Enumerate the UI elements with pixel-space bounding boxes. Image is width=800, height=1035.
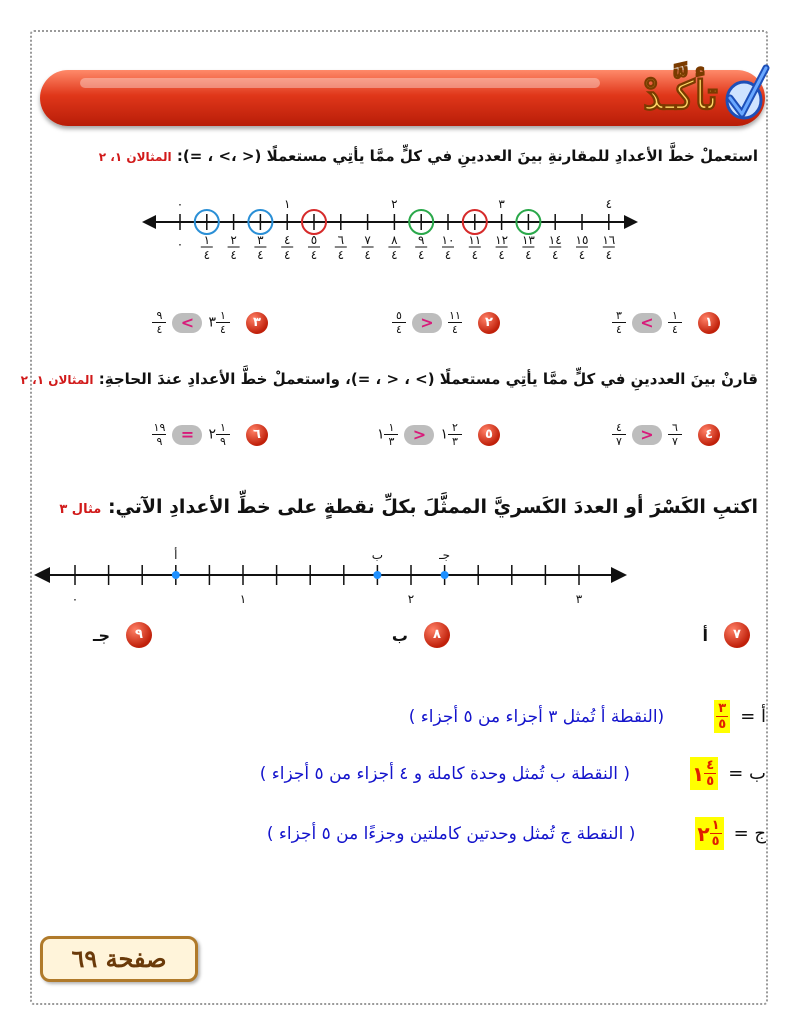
point-label: ب <box>371 548 384 562</box>
left-expression <box>208 310 230 335</box>
page-number-box <box>40 936 198 982</box>
tick-label-numerator: ١٥ <box>575 233 589 247</box>
answer-value-highlight: ٢ ١ ٥ <box>695 817 723 850</box>
tick-label-denominator: ٤ <box>551 248 559 262</box>
whole-number: ١ <box>440 426 448 443</box>
answer-explanation: ( النقطة ب تُمثل وحدة كاملة و ٤ أجزاء من ٥ أجزاء ) <box>259 763 631 784</box>
instruction-text: اكتبِ الكَسْرَ أو العددَ الكَسريَّ الممثَّلَ بكلِّ نقطةٍ على خطِّ الأعدادِ الآتي: <box>107 496 758 518</box>
problem-2 <box>392 310 500 335</box>
exercise-number-badge: ٩ <box>126 622 152 648</box>
fraction: $\frac{١}{٩}$ <box>216 422 230 447</box>
right-expression <box>392 310 406 335</box>
problem-number-badge: ٦ <box>246 424 268 446</box>
problem-6 <box>152 422 268 447</box>
tick-label-denominator: ٤ <box>230 248 237 262</box>
page-number: صفحة ٦٩ <box>71 944 167 973</box>
tick-label-numerator: ٣ <box>257 233 264 247</box>
problem-number-badge: ٥ <box>478 424 500 446</box>
whole-number: ١ <box>376 426 385 443</box>
tick-label-numerator: ٥ <box>310 233 318 247</box>
fraction: $\frac{١}{٤}$ <box>216 310 230 335</box>
left-expression <box>448 310 462 335</box>
tick-label-numerator: ١٣ <box>521 233 535 247</box>
section1-instruction <box>99 147 758 165</box>
answer-row <box>409 700 766 733</box>
exercise-letter: ب <box>391 625 408 645</box>
whole-number-label: ٠ <box>71 592 79 606</box>
problem-3 <box>152 310 268 335</box>
problem-5 <box>377 422 500 447</box>
tick-label-denominator: ٤ <box>203 248 211 262</box>
fraction: $\frac{١}{٤}$ <box>668 310 682 335</box>
header-title: تأكَّـدْ <box>642 72 718 119</box>
left-expression <box>208 422 230 447</box>
problem-1 <box>612 310 720 335</box>
tick-label-denominator: ٤ <box>525 248 532 262</box>
arrow-right-icon <box>611 567 627 583</box>
point-marker <box>441 571 449 579</box>
fraction: $\frac{١١}{٤}$ <box>449 309 461 336</box>
comparison-answer: = <box>172 425 202 445</box>
tick-label-numerator: ١٤ <box>548 233 562 247</box>
answer-row <box>267 817 766 850</box>
problem-number-badge: ١ <box>698 312 720 334</box>
fraction: $\frac{٥}{٤}$ <box>392 310 406 335</box>
tick-label-denominator: ٤ <box>605 248 613 262</box>
whole-number-label: ١ <box>239 592 247 606</box>
problem-number-badge: ٣ <box>246 312 268 334</box>
comparison-answer: > <box>632 425 662 445</box>
tick-label-denominator: ٤ <box>337 248 345 262</box>
answer-label: ج = <box>733 823 766 844</box>
fraction: $\frac{١٩}{٩}$ <box>153 421 166 448</box>
whole-number-label: ٣ <box>575 592 583 606</box>
answer-explanation: ( النقطة ج تُمثل وحدتين كاملتين وجزءًا من ٥ أجزاء ) <box>266 823 636 844</box>
fraction: $\frac{١}{٣}$ <box>384 422 398 447</box>
arrow-left-icon <box>34 567 50 583</box>
fraction: $\frac{٢}{٣}$ <box>448 422 462 447</box>
tick-label-numerator: ٩ <box>417 233 425 247</box>
tick-label-numerator: ٤ <box>283 233 291 247</box>
example-reference: المثالان ١، ٢ <box>20 373 94 387</box>
right-expression <box>377 422 399 447</box>
exercise-letter: أ <box>702 625 708 645</box>
right-expression <box>152 422 166 447</box>
answer-value-highlight: ٣ ٥ <box>714 700 730 733</box>
tick-label-denominator: ٤ <box>471 248 479 262</box>
exercise-letter: جـ <box>93 625 110 645</box>
fraction: $\frac{٤}{٧}$ <box>612 422 626 447</box>
right-expression <box>612 310 626 335</box>
tick-label-denominator: ٤ <box>498 248 505 262</box>
example-reference: مثال ٣ <box>59 502 102 517</box>
answer-value-highlight: ١ ٤ ٥ <box>690 757 718 790</box>
answer-row <box>260 757 766 790</box>
right-expression <box>612 422 626 447</box>
exercise-9 <box>93 622 152 648</box>
comparison-answer: > <box>412 313 442 333</box>
comparison-answer: > <box>404 425 434 445</box>
number-line-fifths <box>30 545 630 615</box>
comparison-answer: < <box>632 313 662 333</box>
tick-label-numerator: ٨ <box>391 233 398 247</box>
exercise-number-badge: ٨ <box>424 622 450 648</box>
answer-label: ب = <box>728 763 766 784</box>
answer-explanation: (النقطة أ تُمثل ٣ أجزاء من ٥ أجزاء ) <box>408 706 665 727</box>
tick-label-denominator: ٤ <box>444 248 452 262</box>
section2-instruction <box>21 370 758 388</box>
tick-label-numerator: ١٦ <box>602 233 616 247</box>
whole-number: ٢ <box>208 426 216 443</box>
point-marker <box>373 571 381 579</box>
comparison-answer: < <box>172 313 202 333</box>
problem-4 <box>612 422 720 447</box>
problem-number-badge: ٤ <box>698 424 720 446</box>
checkmark-icon <box>720 64 770 124</box>
fraction: $\frac{٦}{٧}$ <box>668 422 682 447</box>
answer-label: أ = <box>740 706 766 727</box>
fraction: $\frac{٣}{٤}$ <box>612 310 626 335</box>
left-expression <box>668 310 682 335</box>
whole-number-label: ٢ <box>407 592 415 606</box>
section3-instruction <box>59 496 758 518</box>
tick-label-numerator: ١٢ <box>495 233 509 247</box>
tick-label: ٠ <box>176 237 184 251</box>
tick-label-denominator: ٤ <box>310 248 318 262</box>
whole-number-label: ٤ <box>605 197 613 211</box>
point-marker <box>172 571 180 579</box>
tick-label-denominator: ٤ <box>391 248 398 262</box>
answer-whole: ١ <box>692 761 705 786</box>
tick-label-denominator: ٤ <box>578 248 586 262</box>
exercise-number-badge: ٧ <box>724 622 750 648</box>
right-expression <box>152 310 166 335</box>
tick-label-denominator: ٤ <box>364 248 371 262</box>
whole-number-label: ١ <box>283 197 291 211</box>
fraction: $\frac{٩}{٤}$ <box>152 310 166 335</box>
arrow-right-icon <box>624 215 638 229</box>
left-expression <box>440 422 462 447</box>
point-label: أ <box>174 548 178 562</box>
arrow-left-icon <box>142 215 156 229</box>
point-label: جـ <box>439 548 451 562</box>
whole-number-label: ٢ <box>391 197 398 211</box>
number-line-quarters <box>140 190 640 275</box>
instruction-text: استعملْ خطَّ الأعدادِ للمقارنةِ بينَ العددينِ في كلٍّ ممَّا يأتِي مستعملًا (< ،> ، =): <box>176 147 758 165</box>
whole-number: ٣ <box>208 314 216 331</box>
tick-label-denominator: ٤ <box>257 248 264 262</box>
problem-number-badge: ٢ <box>478 312 500 334</box>
example-reference: المثالان ١، ٢ <box>98 150 172 164</box>
left-expression <box>668 422 682 447</box>
exercise-8 <box>392 622 450 648</box>
answer-whole: ٢ <box>697 821 710 846</box>
tick-label-numerator: ١ <box>203 233 211 247</box>
tick-label-numerator: ١١ <box>468 233 482 247</box>
tick-label-numerator: ٧ <box>364 233 371 247</box>
tick-label-numerator: ١٠ <box>441 233 455 247</box>
whole-number-label: ٠ <box>176 197 184 211</box>
tick-label-denominator: ٤ <box>283 248 291 262</box>
exercise-7 <box>703 622 750 648</box>
tick-label-numerator: ٦ <box>337 233 345 247</box>
tick-label-numerator: ٢ <box>230 233 237 247</box>
tick-label-denominator: ٤ <box>417 248 425 262</box>
whole-number-label: ٣ <box>498 197 505 211</box>
instruction-text: قارنْ بينَ العددينِ في كلٍّ ممَّا يأتِي مستعملًا (> ، < ، =)، واستعملْ خطَّ الأعدادِ عندَ الحاجةِ: <box>98 370 758 388</box>
